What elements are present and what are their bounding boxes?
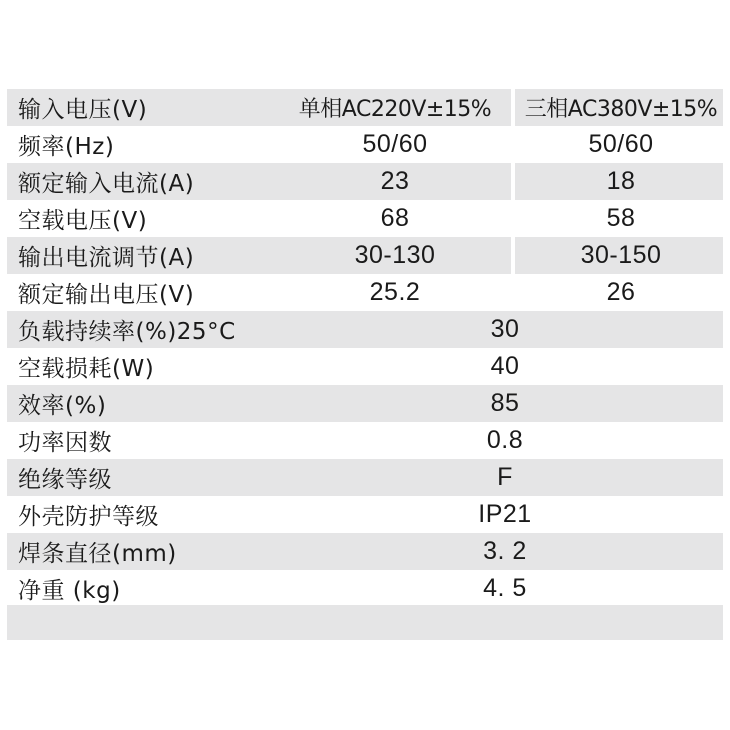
spec-label: 效率(%) bbox=[18, 393, 107, 419]
spec-value-single-phase: 30-130 bbox=[354, 241, 436, 269]
spec-row-efficiency bbox=[7, 385, 723, 422]
spec-row-no-load-voltage bbox=[7, 200, 723, 237]
spec-value-single-phase: 25.2 bbox=[369, 278, 421, 306]
spec-value-three-phase: 26 bbox=[606, 278, 636, 306]
spec-value-single-phase: 68 bbox=[380, 204, 410, 232]
spec-value: 3. 2 bbox=[483, 537, 527, 565]
spec-value-three-phase: 30-150 bbox=[580, 241, 662, 269]
spec-label: 空载电压(V) bbox=[18, 208, 148, 234]
spec-value: 0.8 bbox=[486, 426, 524, 454]
spec-row-net-weight bbox=[7, 570, 723, 607]
spec-label: 空载损耗(W) bbox=[18, 356, 155, 382]
spec-label: 焊条直径(mm) bbox=[18, 541, 177, 567]
spec-label: 外壳防护等级 bbox=[18, 504, 159, 530]
spec-row-output-current-range bbox=[7, 237, 723, 274]
spec-value-single-phase: 单相AC220V±15% bbox=[298, 97, 492, 122]
spec-row-no-load-loss bbox=[7, 348, 723, 385]
spec-value: IP21 bbox=[478, 500, 532, 528]
spec-value-three-phase: 50/60 bbox=[588, 130, 654, 158]
spec-row-rated-output-voltage bbox=[7, 274, 723, 311]
spec-row-frequency bbox=[7, 126, 723, 163]
spec-row-duty-cycle bbox=[7, 311, 723, 348]
spec-value-three-phase: 18 bbox=[606, 167, 636, 195]
spec-table bbox=[7, 89, 723, 607]
spec-label: 频率(Hz) bbox=[18, 134, 115, 160]
spec-value-three-phase: 58 bbox=[606, 204, 636, 232]
spec-label: 输出电流调节(A) bbox=[18, 245, 195, 271]
spec-label: 功率因数 bbox=[18, 430, 112, 456]
spec-label: 输入电压(V) bbox=[18, 97, 148, 123]
spec-label: 绝缘等级 bbox=[18, 467, 112, 493]
spec-row-enclosure-protection bbox=[7, 496, 723, 533]
spec-value: 4. 5 bbox=[483, 574, 527, 602]
spec-value: 40 bbox=[490, 352, 520, 380]
spec-value-single-phase: 23 bbox=[380, 167, 410, 195]
spec-value-three-phase: 三相AC380V±15% bbox=[524, 97, 718, 122]
spec-row-input-voltage bbox=[7, 89, 723, 126]
spec-value: F bbox=[497, 463, 513, 491]
spec-row-rated-input-current bbox=[7, 163, 723, 200]
spec-label: 额定输入电流(A) bbox=[18, 171, 195, 197]
spec-row-electrode-diameter bbox=[7, 533, 723, 570]
spec-label: 净重 (kg) bbox=[18, 578, 121, 604]
spec-row-insulation-class bbox=[7, 459, 723, 496]
spec-value: 30 bbox=[490, 315, 520, 343]
spec-label: 额定输出电压(V) bbox=[18, 282, 195, 308]
spec-value-single-phase: 50/60 bbox=[362, 130, 428, 158]
spec-value: 85 bbox=[490, 389, 520, 417]
spec-row-power-factor bbox=[7, 422, 723, 459]
spec-label: 负载持续率(%)25°C bbox=[18, 319, 236, 345]
table-footer-bar bbox=[7, 605, 723, 640]
